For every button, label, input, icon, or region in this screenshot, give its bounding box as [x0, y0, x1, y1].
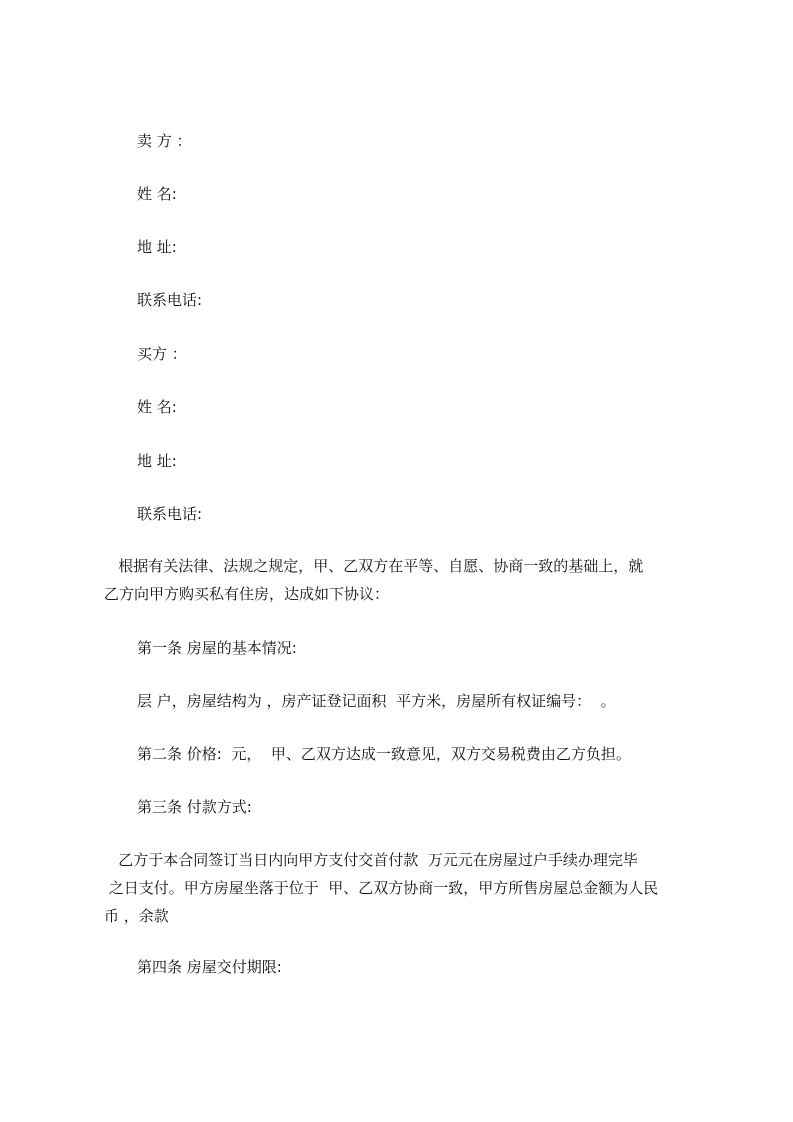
seller-name-label: 姓 名:	[137, 185, 177, 203]
buyer-heading: 买方 ：	[137, 345, 187, 363]
seller-address-label: 地 址:	[137, 238, 177, 256]
article2-body: 第二条 价格: 元， 甲、乙双方达成一致意见，双方交易税费由乙方负担。	[137, 745, 631, 763]
preamble-line-2: 乙方向甲方购买私有住房，达成如下协议：	[104, 585, 390, 603]
buyer-address-label: 地 址:	[137, 452, 177, 470]
article3-line-1: 乙方于本合同签订当日内向甲方支付交首付款 万元元在房屋过户手续办理完毕	[104, 851, 638, 869]
preamble-line-1: 根据有关法律、法规之规定，甲、乙双方在平等、自愿、协商一致的基础上，就	[104, 557, 644, 575]
article3-paragraph	[104, 846, 704, 930]
article4-title: 第四条 房屋交付期限:	[137, 958, 282, 976]
article3-line-3: 币 ，余款	[104, 907, 169, 925]
article3-line-2: 之日支付。甲方房屋坐落于位于 甲、乙双方协商一致，甲方所售房屋总金额为人民	[104, 879, 659, 897]
seller-phone-label: 联系电话:	[137, 291, 203, 309]
seller-heading: 卖 方 ：	[137, 132, 192, 150]
article3-title: 第三条 付款方式:	[137, 798, 252, 816]
buyer-name-label: 姓 名:	[137, 398, 177, 416]
buyer-phone-label: 联系电话:	[137, 505, 203, 523]
preamble-paragraph	[104, 552, 704, 608]
article1-title: 第一条 房屋的基本情况:	[137, 639, 297, 657]
article1-body: 层 户，房屋结构为 ，房产证登记面积 平方米，房屋所有权证编号： 。	[137, 692, 616, 710]
